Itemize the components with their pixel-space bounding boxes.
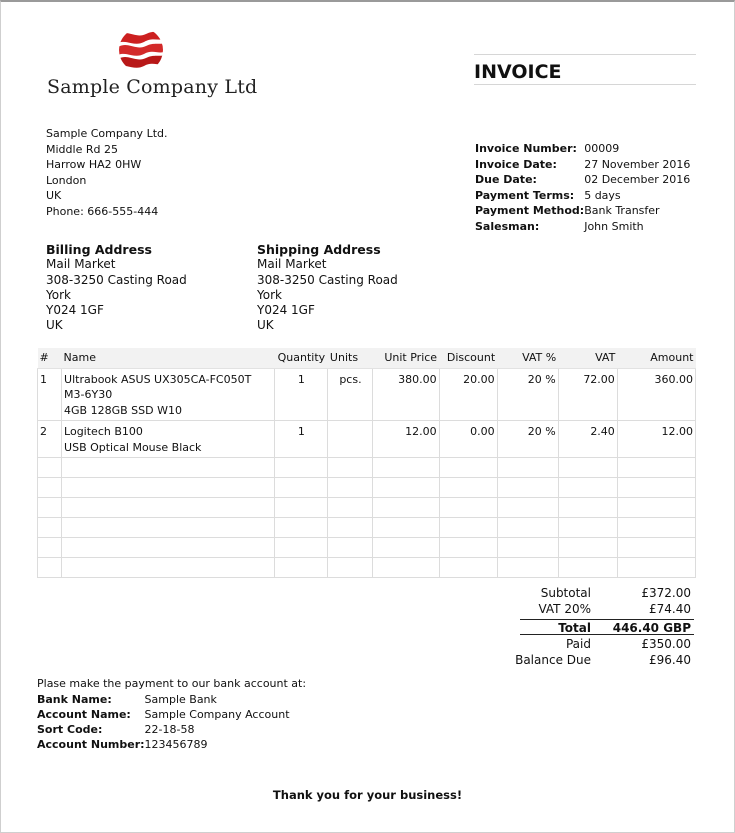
bank-row: [37, 737, 290, 752]
item-name-line: Logitech B100: [64, 425, 143, 438]
table-row: [38, 368, 696, 421]
subtotal-label: Subtotal: [540, 586, 591, 600]
sender-line: Sample Company Ltd.: [46, 127, 168, 140]
total-label: Total: [558, 620, 591, 635]
item-name-line: 4GB 128GB SSD W10: [64, 403, 182, 417]
item-name-line: M3-6Y30: [64, 388, 113, 401]
item-vat-percent: 20 %: [497, 368, 558, 421]
invoice-meta: [475, 141, 690, 235]
company-name: Sample Company Ltd: [47, 76, 258, 98]
balance-due-value: £96.40: [649, 653, 691, 668]
paid-value: £350.00: [641, 636, 691, 651]
column-header: Unit Price: [373, 348, 439, 368]
column-header: #: [38, 348, 62, 368]
meta-row: [475, 141, 690, 157]
meta-label: Invoice Date:: [475, 157, 557, 171]
billing-line: York: [46, 287, 71, 302]
item-amount: 360.00: [617, 368, 695, 421]
meta-row: [475, 188, 690, 204]
shipping-heading: Shipping Address: [257, 242, 381, 257]
shipping-address: [257, 242, 398, 334]
thank-you-note: Thank you for your business!: [272, 788, 463, 802]
empty-row: [38, 538, 696, 558]
item-amount: 12.00: [617, 421, 695, 458]
company-logo-icon: [118, 27, 164, 73]
bank-row: [37, 722, 290, 737]
sender-line: Harrow HA2 0HW: [46, 158, 142, 172]
empty-row: [38, 458, 696, 478]
vat-row: [520, 601, 694, 617]
column-header: Name: [62, 348, 275, 368]
billing-line: Mail Market: [46, 257, 116, 272]
item-unit-price: 380.00: [373, 368, 439, 421]
meta-label: Payment Method:: [475, 204, 585, 218]
empty-row: [38, 518, 696, 538]
item-vat: 2.40: [558, 421, 617, 458]
billing-address: [46, 242, 187, 334]
paid-row: [520, 636, 694, 652]
meta-row: [475, 203, 690, 219]
item-number: 1: [38, 368, 62, 421]
bank-label: Account Name:: [37, 707, 131, 721]
bank-table: [37, 692, 290, 753]
vat-label: VAT 20%: [538, 602, 591, 617]
shipping-line: 308-3250 Casting Road: [257, 272, 398, 287]
sender-line: London: [46, 173, 87, 187]
meta-value: 00009: [584, 142, 620, 155]
item-name-line: USB Optical Mouse Black: [64, 440, 202, 454]
balance-due-label: Balance Due: [515, 653, 591, 668]
subtotal-row: [520, 585, 694, 601]
meta-label: Salesman:: [475, 219, 540, 233]
sender-line: Phone: 666-555-444: [46, 204, 159, 218]
item-vat: 72.00: [558, 368, 617, 421]
invoice-title: INVOICE: [474, 61, 562, 83]
empty-row: [38, 558, 696, 578]
empty-row: [38, 478, 696, 498]
total-value: 446.40 GBP: [612, 620, 691, 635]
column-header: Units: [328, 348, 373, 368]
meta-label: Invoice Number:: [475, 142, 577, 155]
column-header: VAT %: [497, 348, 558, 368]
bank-label: Bank Name:: [37, 692, 112, 706]
meta-row: [475, 219, 690, 235]
item-number: 2: [38, 421, 62, 458]
vat-value: £74.40: [649, 602, 691, 617]
bank-details: [37, 676, 306, 753]
meta-value: 5 days: [584, 188, 621, 202]
billing-heading: Billing Address: [46, 242, 152, 257]
meta-value: 27 November 2016: [584, 157, 691, 171]
empty-row: [38, 498, 696, 518]
bank-row: [37, 707, 290, 722]
item-vat-percent: 20 %: [497, 421, 558, 458]
sender-address: [46, 126, 168, 220]
item-discount: 20.00: [439, 368, 497, 421]
item-name: [62, 421, 275, 458]
item-name: [62, 368, 275, 421]
bank-row: [37, 692, 290, 707]
bank-value: 123456789: [144, 738, 208, 752]
bank-label: Sort Code:: [37, 723, 103, 737]
item-discount: 0.00: [439, 421, 497, 458]
bank-value: Sample Bank: [144, 692, 217, 706]
item-units: pcs.: [328, 368, 373, 421]
item-unit-price: 12.00: [373, 421, 439, 458]
subtotal-value: £372.00: [641, 586, 691, 600]
totals-block: [515, 585, 694, 668]
column-header: Discount: [439, 348, 497, 368]
bank-value: Sample Company Account: [144, 707, 290, 721]
meta-label: Payment Terms:: [475, 188, 575, 202]
sender-line: UK: [46, 189, 62, 203]
meta-value: Bank Transfer: [584, 204, 660, 218]
billing-line: UK: [46, 318, 63, 333]
shipping-line: Y024 1GF: [257, 303, 315, 318]
balance-due-row: [515, 652, 694, 668]
column-header: Amount: [617, 348, 695, 368]
bank-intro: Plase make the payment to our bank account at:: [37, 677, 307, 690]
bank-label: Account Number:: [37, 738, 145, 752]
shipping-line: UK: [257, 318, 274, 333]
item-name-line: Ultrabook ASUS UX305CA-FC050T: [64, 372, 252, 386]
line-items-table: [37, 348, 696, 578]
item-quantity: 1: [275, 421, 328, 458]
meta-value: John Smith: [584, 219, 644, 233]
table-row: [38, 421, 696, 458]
meta-row: [475, 157, 690, 173]
item-units: [328, 421, 373, 458]
shipping-line: Mail Market: [257, 257, 327, 272]
column-header: Quantity: [275, 348, 328, 368]
column-header: VAT: [558, 348, 617, 368]
total-row: [520, 619, 694, 635]
billing-line: Y024 1GF: [46, 303, 104, 318]
item-quantity: 1: [275, 368, 328, 421]
shipping-line: York: [257, 287, 282, 302]
bank-value: 22-18-58: [144, 723, 195, 737]
paid-label: Paid: [565, 636, 591, 651]
sender-line: Middle Rd 25: [46, 142, 118, 156]
meta-label: Due Date:: [475, 173, 537, 187]
table-header-row: [38, 348, 696, 368]
invoice-title-box: [474, 54, 696, 85]
billing-line: 308-3250 Casting Road: [46, 272, 187, 287]
meta-row: [475, 172, 690, 188]
meta-value: 02 December 2016: [584, 173, 691, 187]
